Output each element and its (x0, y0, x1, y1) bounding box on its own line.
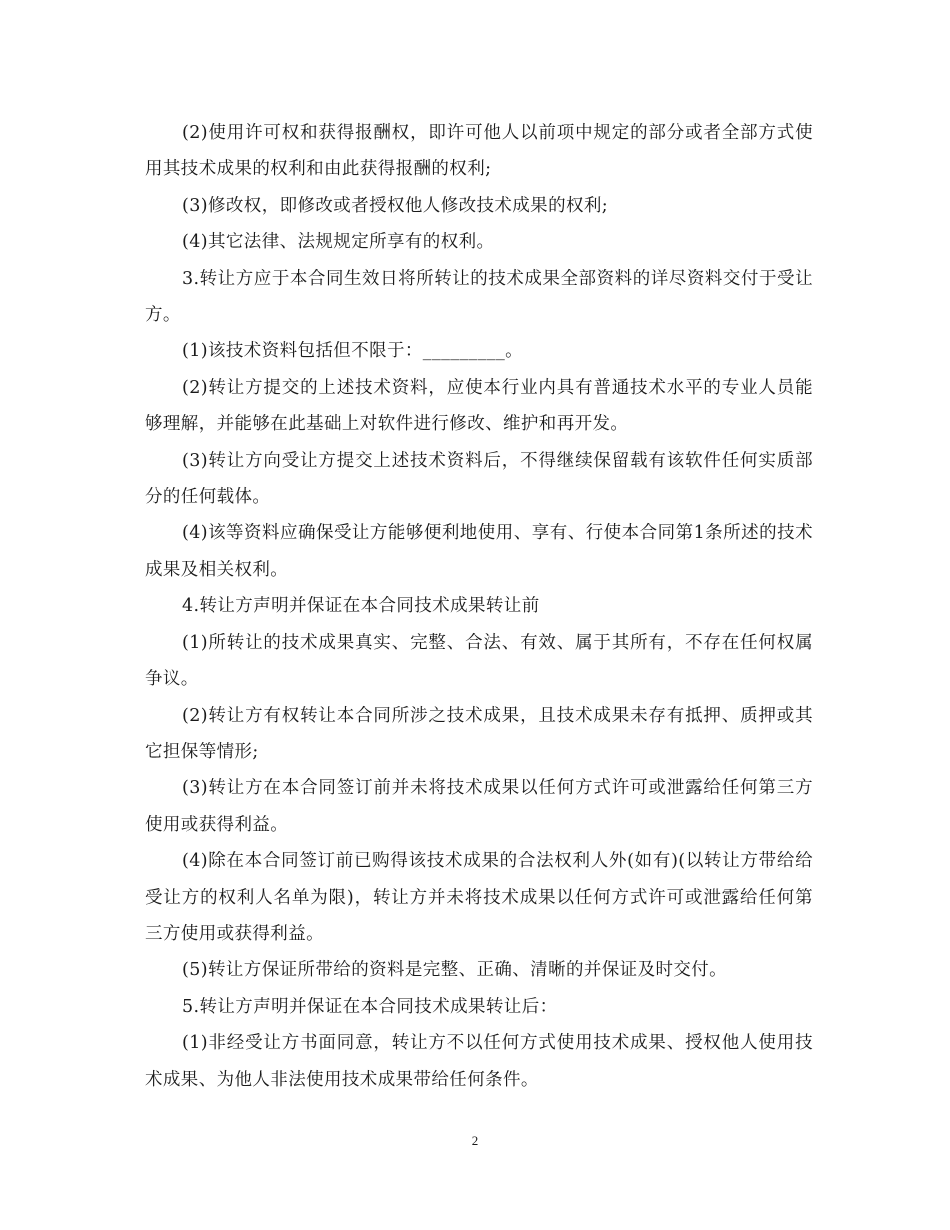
paragraph: (1)非经受让方书面同意，转让方不以任何方式使用技术成果、授权他人使用技术成果、为他人非法使用技术成果带给任何条件。 (145, 1033, 813, 1090)
paragraph: (4)该等资料应确保受让方能够便利地使用、享有、行使本合同第1条所述的技术成果及相关权利。 (145, 523, 813, 580)
paragraph: (4)其它法律、法规规定所享有的权利。 (182, 232, 495, 253)
document-body (145, 115, 813, 1098)
paragraph: (2)使用许可权和获得报酬权，即许可他人以前项中规定的部分或者全部方式使用其技术成果的权利和由此获得报酬的权利; (145, 123, 813, 180)
paragraph: 4.转让方声明并保证在本合同技术成果转让前 (182, 596, 540, 617)
paragraph: (1)所转让的技术成果真实、完整、合法、有效、属于其所有，不存在任何权属争议。 (145, 632, 813, 690)
paragraph: (3)转让方向受让方提交上述技术资料后，不得继续保留载有该软件任何实质部分的任何载体。 (145, 450, 813, 508)
paragraph: (3)转让方在本合同签订前并未将技术成果以任何方式许可或泄露给任何第三方使用或获得利益。 (145, 778, 813, 835)
paragraph: (2)转让方提交的上述技术资料，应使本行业内具有普通技术水平的专业人员能够理解，并能够在此基础上对软件进行修改、维护和再开发。 (145, 377, 813, 435)
paragraph: 3.转让方应于本合同生效日将所转让的技术成果全部资料的详尽资料交付于受让方。 (145, 268, 813, 326)
paragraph: (1)该技术资料包括但不限于：_________。 (182, 341, 524, 362)
page-number: 2 (471, 1133, 479, 1148)
paragraph: 5.转让方声明并保证在本合同技术成果转让后： (182, 996, 558, 1017)
paragraph: (2)转让方有权转让本合同所涉之技术成果，且技术成果未存有抵押、质押或其它担保等情形; (145, 705, 813, 762)
paragraph: (5)转让方保证所带给的资料是完整、正确、清晰的并保证及时交付。 (182, 960, 728, 981)
paragraph: (3)修改权，即修改或者授权他人修改技术成果的权利; (182, 195, 609, 216)
paragraph: (4)除在本合同签订前已购得该技术成果的合法权利人外(如有)(以转让方带给给受让方的权利人名单为限)，转让方并未将技术成果以任何方式许可或泄露给任何第三方使用或获得利益。 (145, 851, 813, 944)
